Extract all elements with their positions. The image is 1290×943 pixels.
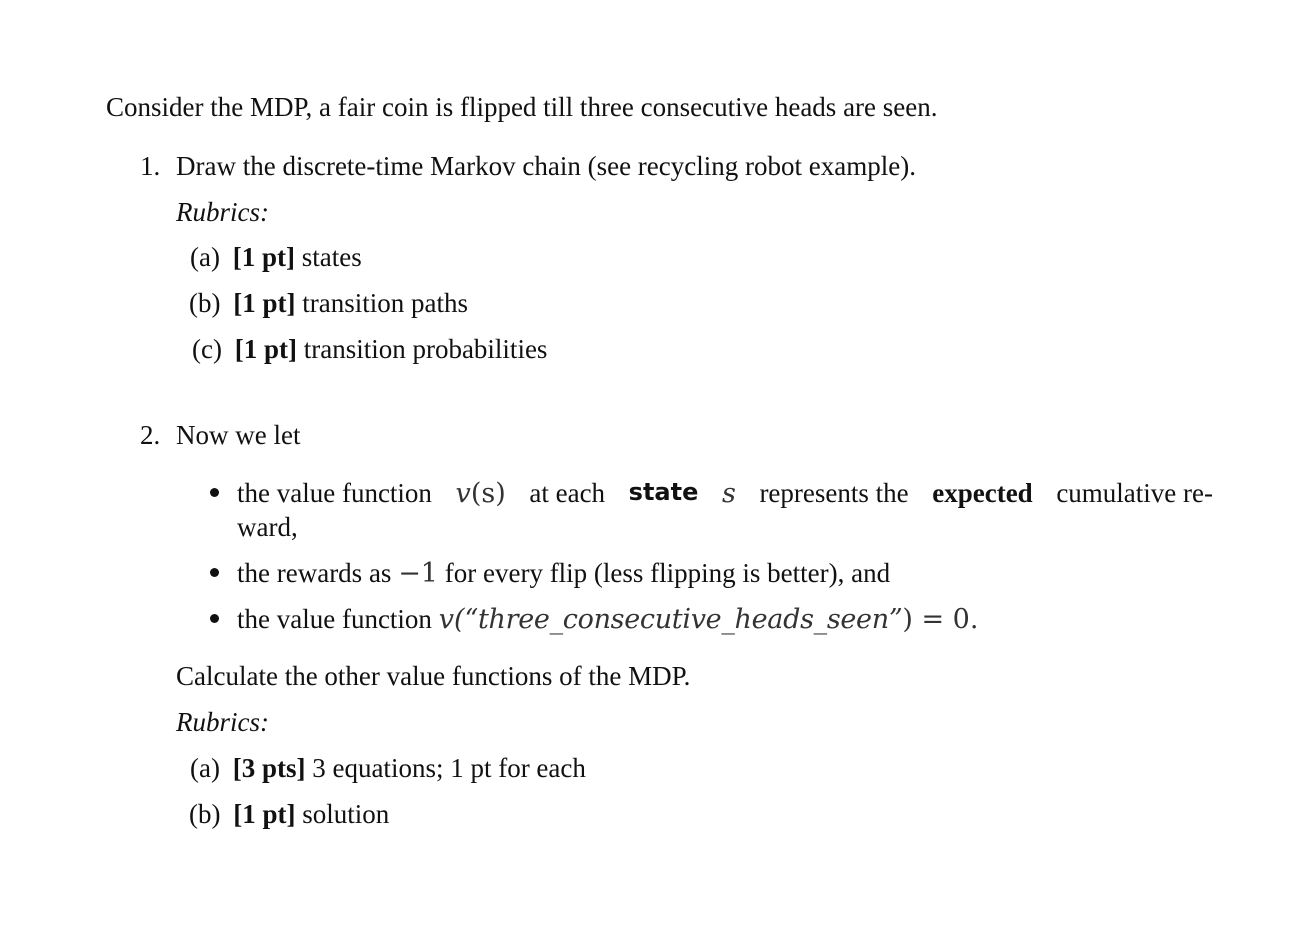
- b2-pre: the rewards as: [237, 558, 392, 588]
- b1-continuation: ward,: [237, 512, 298, 542]
- rubric-label: (c): [192, 334, 222, 364]
- rubric-points: [1 pt]: [233, 288, 296, 318]
- rubric-label: (a): [190, 753, 220, 783]
- bullet-dot: [210, 568, 219, 577]
- rubric-label: (b): [189, 799, 221, 829]
- b1-post: cumulative re-: [1056, 478, 1213, 508]
- rubric-label: (a): [190, 242, 220, 272]
- q1-number: 1.: [140, 151, 161, 181]
- q2-rubrics-label: Rubrics:: [176, 707, 269, 737]
- rubric-text: states: [301, 242, 362, 272]
- b2-post: for every flip (less flipping is better), and: [444, 558, 891, 588]
- b1-math-s: s: [721, 478, 736, 509]
- q1-rubric-a: [190, 244, 362, 271]
- q2-calc-text: Calculate the other value functions of the MDP.: [176, 661, 691, 691]
- b3-pre: the value function: [237, 604, 432, 634]
- rubric-points: [3 pts]: [232, 753, 306, 783]
- q2-number: 2.: [140, 420, 161, 450]
- rubric-points: [1 pt]: [233, 799, 296, 829]
- b3-math: v(“three_consecutive_heads_seen”) = 0.: [438, 604, 979, 635]
- q2-text: Now we let: [176, 420, 301, 450]
- rubric-text: 3 equations; 1 pt for each: [312, 753, 586, 783]
- q2-rubric-b: [189, 801, 389, 828]
- b1-bold-state: state: [628, 478, 699, 506]
- q1-rubrics-label: Rubrics:: [176, 197, 269, 227]
- bullet-3-line: [237, 606, 978, 633]
- rubric-label: (b): [189, 288, 221, 318]
- b1-math-v: v(s): [455, 478, 506, 509]
- q1-rubric-c: [192, 336, 547, 363]
- intro-text: Consider the MDP, a fair coin is flipped till three consecutive heads are seen.: [106, 92, 938, 122]
- rubric-text: transition probabilities: [303, 334, 548, 364]
- rubric-points: [1 pt]: [232, 242, 295, 272]
- bullet-1-line: [237, 480, 1213, 507]
- b1-mid2: represents the: [759, 478, 909, 508]
- q1-rubric-b: [189, 290, 468, 317]
- b2-math: −1: [398, 558, 438, 589]
- q2-rubric-a: [190, 755, 586, 782]
- bullet-dot: [210, 488, 219, 497]
- b1-bold-expected: expected: [932, 478, 1033, 508]
- rubric-text: solution: [302, 799, 390, 829]
- rubric-points: [1 pt]: [234, 334, 297, 364]
- b1-mid1: at each: [529, 478, 606, 508]
- b1-pre: the value function: [237, 478, 432, 508]
- q1-text: Draw the discrete-time Markov chain (see recycling robot example).: [176, 151, 916, 181]
- rubric-text: transition paths: [302, 288, 468, 318]
- bullet-2-line: [237, 560, 890, 587]
- bullet-dot: [210, 614, 219, 623]
